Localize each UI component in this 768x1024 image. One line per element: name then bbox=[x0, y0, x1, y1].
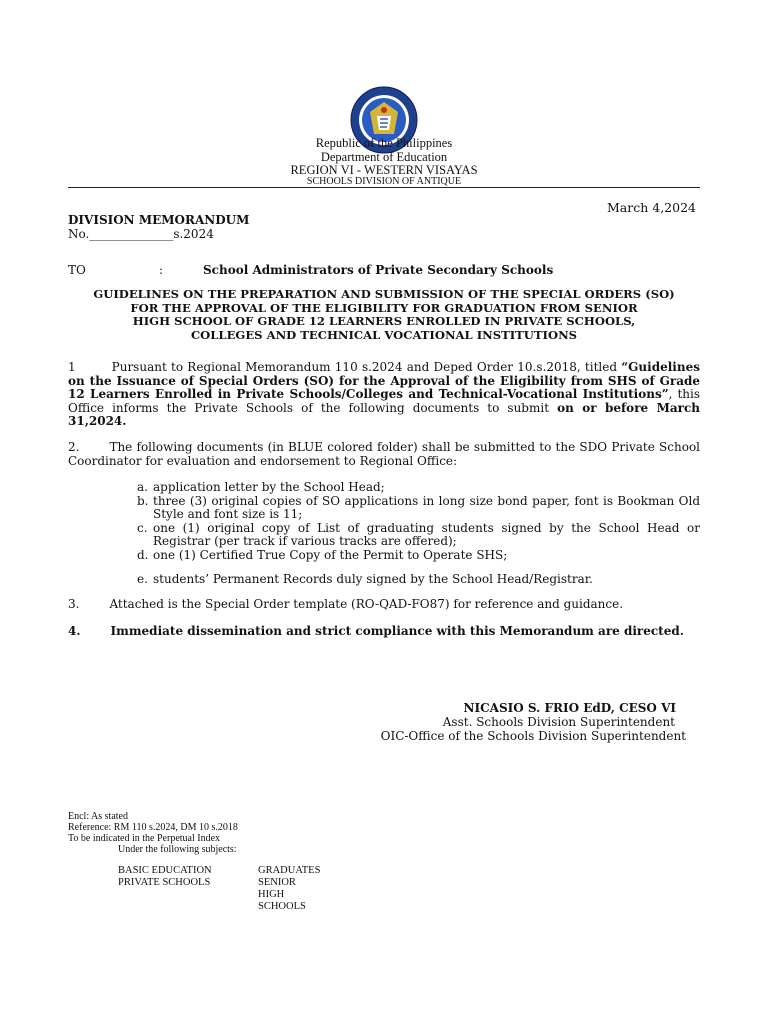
list-marker: e. bbox=[137, 572, 148, 586]
addressee-label: TO bbox=[68, 263, 86, 277]
index-subject: PRIVATE SCHOOLS bbox=[118, 877, 211, 888]
memo-date: March 4,2024 bbox=[607, 200, 696, 215]
index-subject: BASIC EDUCATION bbox=[118, 865, 212, 876]
subject-line: HIGH SCHOOL OF GRADE 12 LEARNERS ENROLLED IN PRIVATE SCHOOLS, bbox=[132, 314, 636, 328]
paragraph-4-text: Immediate dissemination and strict compliance with this Memorandum are directed. bbox=[110, 624, 684, 638]
paragraph-number: 3. bbox=[68, 597, 80, 611]
list-item-text: students’ Permanent Records duly signed by the School Head/Registrar. bbox=[153, 572, 593, 586]
list-item bbox=[137, 549, 700, 563]
memo-subject bbox=[68, 288, 700, 342]
list-item bbox=[137, 522, 700, 549]
paragraph-1-middle: , this Office informs the Private Schools of the following documents to submit bbox=[68, 387, 700, 415]
list-item bbox=[137, 495, 700, 522]
list-item-text: one (1) original copy of List of graduating students signed by the School Head or Registrar (per track if various tracks are offered); bbox=[153, 520, 700, 549]
subjects-note: Under the following subjects: bbox=[118, 844, 237, 855]
index-subject: GRADUATES bbox=[258, 865, 321, 876]
paragraph-number: 2. bbox=[68, 440, 80, 454]
reference-note: Reference: RM 110 s.2024, DM 10 s.2018 bbox=[68, 822, 238, 833]
list-item bbox=[137, 573, 700, 587]
index-subject-row bbox=[118, 865, 321, 877]
index-subjects bbox=[118, 865, 321, 912]
paragraph-2-text: The following documents (in BLUE colored folder) shall be submitted to the SDO Private School Coordinator for evaluation and endorsement to Regional Office: bbox=[68, 440, 700, 468]
paragraph-1-deadline: on or before March 31,2024. bbox=[68, 400, 700, 429]
list-marker: b. bbox=[137, 493, 149, 508]
paragraph-3 bbox=[68, 598, 700, 612]
addressee-colon: : bbox=[159, 263, 164, 277]
signatory-name: NICASIO S. FRIO EdD, CESO VI bbox=[463, 701, 676, 715]
paragraph-1-intro: Pursuant to Regional Memorandum 110 s.2024 and Deped Order 10.s.2018, titled bbox=[111, 360, 618, 374]
paragraph-2 bbox=[68, 441, 700, 468]
paragraph-4 bbox=[68, 625, 700, 639]
paragraph-1 bbox=[68, 361, 700, 429]
list-item-text: one (1) Certified True Copy of the Permit to Operate SHS; bbox=[153, 548, 508, 562]
subject-line: COLLEGES AND TECHNICAL VOCATIONAL INSTITUTIONS bbox=[190, 327, 578, 342]
enclosure-note: Encl: As stated bbox=[68, 811, 128, 822]
memo-title: DIVISION MEMORANDUM bbox=[68, 213, 250, 227]
list-item-text: three (3) original copies of SO applications in long size bond paper, font is Bookman Old Style and font size is 11; bbox=[153, 493, 700, 522]
header-republic: Republic of the Philippines bbox=[315, 136, 453, 150]
perpetual-index-note: To be indicated in the Perpetual Index bbox=[68, 833, 221, 844]
list-marker: a. bbox=[137, 480, 148, 494]
signatory-office: OIC-Office of the Schools Division Superintendent bbox=[380, 729, 686, 743]
header-department: Department of Education bbox=[320, 150, 448, 164]
paragraph-number: 4. bbox=[68, 624, 81, 638]
paragraph-number: 1 bbox=[68, 360, 76, 374]
header-region: REGION VI - WESTERN VISAYAS bbox=[290, 163, 478, 177]
index-subject: SENIOR HIGH SCHOOLS bbox=[258, 877, 306, 912]
memo-number: No.______________s.2024 bbox=[68, 227, 214, 241]
index-subject-row bbox=[118, 877, 306, 912]
list-marker: d. bbox=[137, 548, 149, 562]
header-division: SCHOOLS DIVISION OF ANTIQUE bbox=[306, 176, 462, 187]
paragraph-1-title: “Guidelines on the Issuance of Special Orders (SO) for the Approval of the Eligibility from SHS of Grade 12 Learners Enrolled in Private Schools/Colleges and Technical-Vocational Institutions” bbox=[68, 360, 700, 402]
signatory-title: Asst. Schools Division Superintendent bbox=[442, 715, 675, 729]
list-marker: c. bbox=[137, 520, 148, 535]
paragraph-3-text: Attached is the Special Order template (RO-QAD-FO87) for reference and guidance. bbox=[109, 597, 624, 611]
subject-line: FOR THE APPROVAL OF THE ELIGIBILITY FOR GRADUATION FROM SENIOR bbox=[130, 300, 638, 315]
list-item-text: application letter by the School Head; bbox=[153, 480, 385, 494]
addressee-value: School Administrators of Private Secondary Schools bbox=[203, 263, 554, 277]
header-divider bbox=[68, 187, 700, 188]
subject-line: GUIDELINES ON THE PREPARATION AND SUBMISSION OF THE SPECIAL ORDERS (SO) bbox=[93, 287, 675, 301]
list-item bbox=[137, 481, 700, 495]
